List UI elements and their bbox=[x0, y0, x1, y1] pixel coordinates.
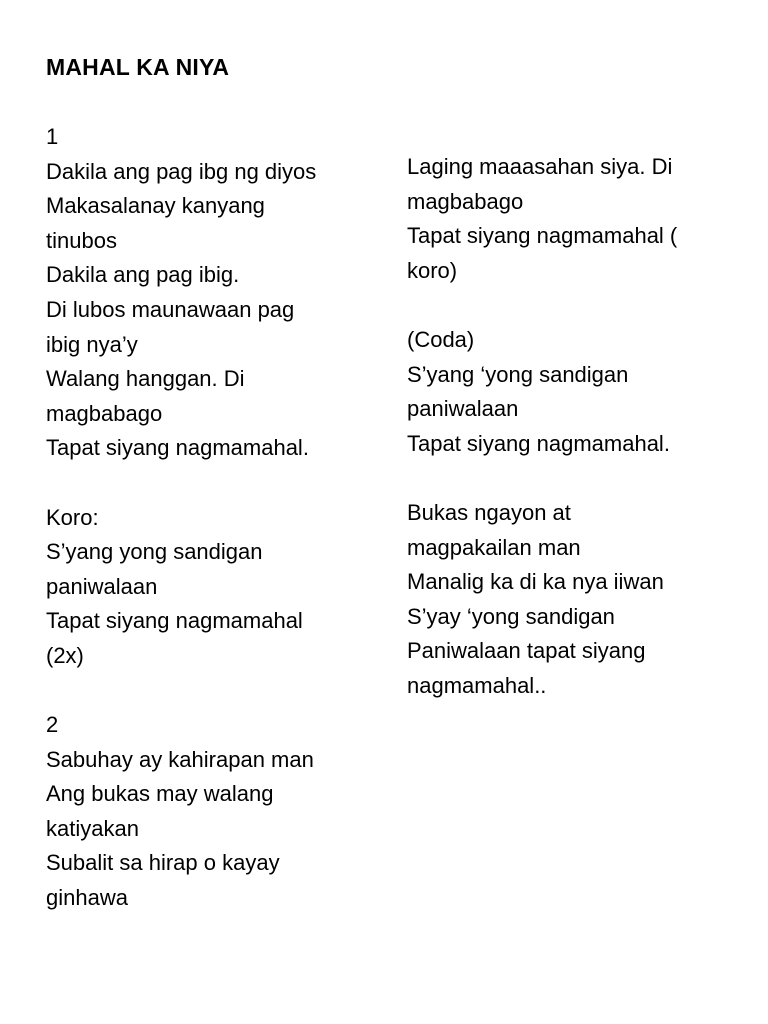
left-lyric-line: Sabuhay ay kahirapan man bbox=[46, 746, 314, 772]
right-lyric-line: paniwalaan bbox=[407, 396, 519, 422]
left-lyric-line: S’yang yong sandigan bbox=[46, 539, 263, 565]
left-lyric-line: Tapat siyang nagmamahal. bbox=[46, 435, 309, 461]
right-lyric-line: Manalig ka di ka nya iiwan bbox=[407, 569, 664, 595]
right-lyric-line: Tapat siyang nagmamahal ( bbox=[407, 223, 678, 249]
right-lyric-line: Bukas ngayon at bbox=[407, 499, 571, 525]
lyrics-right-column bbox=[407, 150, 737, 704]
right-lyric-line: magpakailan man bbox=[407, 534, 581, 560]
left-lyric-line: Koro: bbox=[46, 504, 99, 530]
lyrics-left-column bbox=[46, 120, 366, 916]
right-lyric-line: S’yay ‘yong sandigan bbox=[407, 603, 615, 629]
left-lyric-line: katiyakan bbox=[46, 815, 139, 841]
right-lyric-line: Paniwalaan tapat siyang bbox=[407, 638, 646, 664]
left-lyric-line: paniwalaan bbox=[46, 573, 158, 599]
left-lyric-line: magbabago bbox=[46, 400, 163, 426]
left-lyric-line: Tapat siyang nagmamahal bbox=[46, 608, 303, 634]
left-lyric-line: Ang bukas may walang bbox=[46, 781, 274, 807]
left-lyric-line: Dakila ang pag ibg ng diyos bbox=[46, 158, 317, 184]
right-lyric-line: S’yang ‘yong sandigan bbox=[407, 361, 629, 387]
left-lyric-line: (2x) bbox=[46, 642, 84, 668]
left-lyric-line: tinubos bbox=[46, 227, 117, 253]
left-lyric-line: Makasalanay kanyang bbox=[46, 193, 265, 219]
right-lyric-line: koro) bbox=[407, 257, 458, 283]
left-blank-line bbox=[46, 674, 366, 709]
right-blank-line bbox=[407, 288, 737, 323]
right-lyric-line: Laging maaasahan siya. Di bbox=[407, 154, 673, 179]
left-lyric-line: ginhawa bbox=[46, 885, 128, 911]
right-lyric-line: magbabago bbox=[407, 188, 524, 214]
right-lyric-line: (Coda) bbox=[407, 326, 475, 352]
left-lyric-line: 2 bbox=[46, 712, 59, 738]
left-lyric-line: Subalit sa hirap o kayay bbox=[46, 850, 280, 876]
left-blank-line bbox=[46, 466, 366, 501]
left-lyric-line: 1 bbox=[46, 124, 59, 149]
left-lyric-line: Di lubos maunawaan pag bbox=[46, 296, 295, 322]
left-lyric-line: Walang hanggan. Di bbox=[46, 366, 245, 392]
right-lyric-line: nagmamahal.. bbox=[407, 672, 547, 698]
right-blank-line bbox=[407, 461, 737, 496]
left-lyric-line: Dakila ang pag ibig. bbox=[46, 262, 240, 288]
left-lyric-line: ibig nya’y bbox=[46, 331, 138, 357]
right-lyric-line: Tapat siyang nagmamahal. bbox=[407, 430, 670, 456]
song-title: MAHAL KA NIYA bbox=[46, 54, 230, 80]
